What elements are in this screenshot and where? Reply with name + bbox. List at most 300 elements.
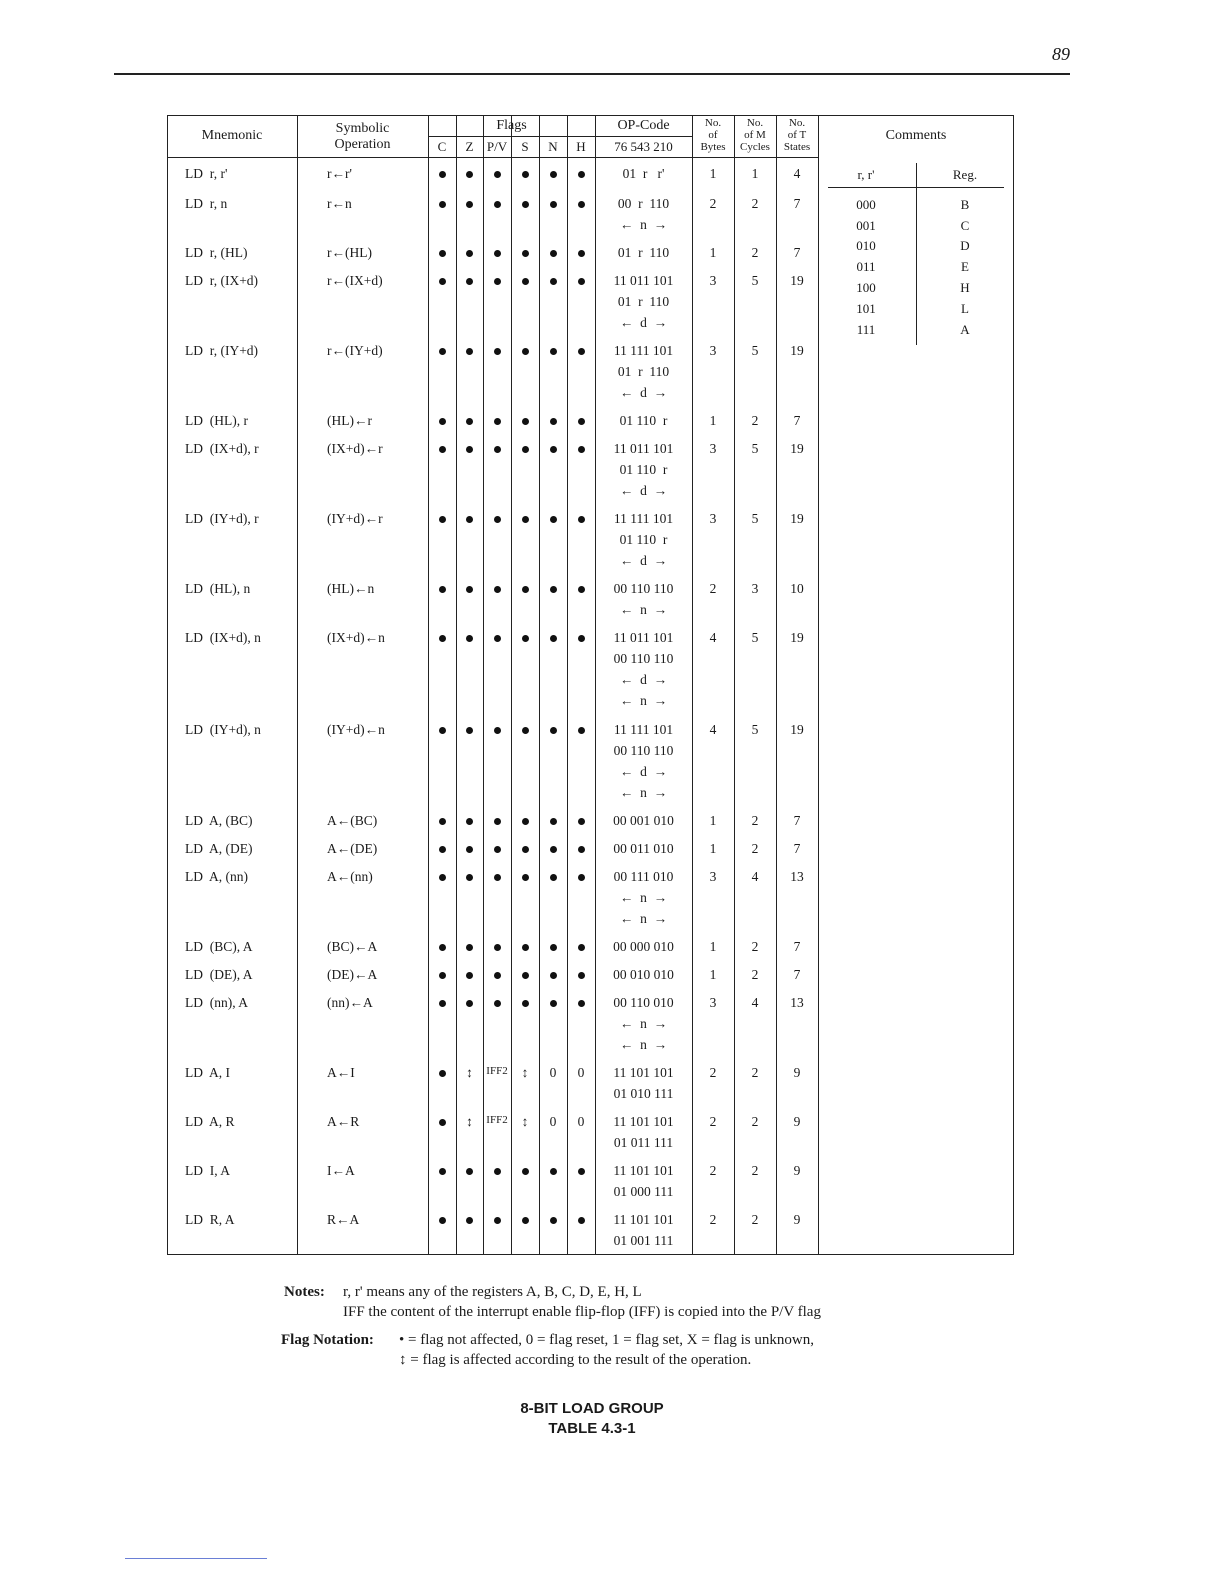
row-cycles: 2 [751, 939, 759, 954]
row-cycles: 2 [751, 245, 759, 260]
header-opcode: OP-Code [617, 118, 670, 133]
flag-value: ↕ [521, 1065, 529, 1080]
row-bytes: 2 [709, 581, 717, 596]
flag-value: 0 [577, 1065, 585, 1080]
row-mnemonic: LD r, (IY+d) [185, 343, 259, 358]
flag-not-affected-icon [494, 1168, 501, 1175]
opcode-line: 11 011 101 [613, 630, 674, 645]
flag-notation-label: Flag Notation: [281, 1332, 374, 1348]
flag-not-affected-icon [550, 1000, 557, 1007]
flag-not-affected-icon [550, 1217, 557, 1224]
row-cycles: 2 [751, 1114, 759, 1129]
register-name: A [960, 322, 970, 337]
flag-not-affected-icon [522, 348, 529, 355]
flag-not-affected-icon [439, 516, 446, 523]
row-mnemonic: LD (nn), A [185, 995, 248, 1010]
row-cycles: 5 [751, 343, 759, 358]
flag-not-affected-icon [439, 846, 446, 853]
row-states: 19 [790, 630, 804, 645]
flag-not-affected-icon [494, 348, 501, 355]
row-operation: (HL)←r [327, 413, 372, 428]
flag-value: 0 [577, 1114, 585, 1129]
row-bytes: 2 [709, 1212, 717, 1227]
flag-not-affected-icon [494, 418, 501, 425]
row-bytes: 3 [709, 995, 717, 1010]
flag-not-affected-icon [466, 1000, 473, 1007]
flag-not-affected-icon [494, 1217, 501, 1224]
row-cycles: 5 [751, 441, 759, 456]
column-divider [297, 115, 298, 1255]
opcode-line: ← n → [619, 890, 668, 905]
register-code: 000 [856, 197, 876, 212]
opcode-line: ← d → [619, 764, 668, 779]
row-mnemonic: LD r, r' [185, 166, 228, 181]
flag-not-affected-icon [466, 278, 473, 285]
opcode-line: 00 111 010 [613, 869, 674, 884]
flag-not-affected-icon [466, 635, 473, 642]
opcode-line: ← n → [619, 693, 668, 708]
row-operation: (DE)←A [327, 967, 378, 982]
flag-not-affected-icon [466, 1217, 473, 1224]
page-number: 89 [1052, 44, 1070, 64]
flag-not-affected-icon [550, 201, 557, 208]
opcode-line: ← d → [619, 385, 668, 400]
flag-value: ↕ [521, 1114, 529, 1129]
row-cycles: 2 [751, 1065, 759, 1080]
row-bytes: 2 [709, 1163, 717, 1178]
flag-not-affected-icon [439, 446, 446, 453]
flag-not-affected-icon [550, 635, 557, 642]
row-states: 9 [793, 1114, 801, 1129]
opcode-line: 01 r 110 [617, 364, 670, 379]
opcode-line: ← n → [619, 1037, 668, 1052]
row-operation: r←r' [327, 166, 352, 181]
row-mnemonic: LD (DE), A [185, 967, 253, 982]
opcode-line: 00 010 010 [613, 967, 674, 982]
flag-not-affected-icon [466, 1168, 473, 1175]
flag-not-affected-icon [578, 171, 585, 178]
flag-not-affected-icon [494, 1000, 501, 1007]
flag-not-affected-icon [466, 818, 473, 825]
row-cycles: 5 [751, 722, 759, 737]
row-operation: A←I [327, 1065, 355, 1080]
row-cycles: 2 [751, 841, 759, 856]
row-mnemonic: LD r, n [185, 196, 228, 211]
row-mnemonic: LD A, (BC) [185, 813, 253, 828]
opcode-line: 11 011 101 [613, 441, 674, 456]
flag-not-affected-icon [439, 972, 446, 979]
column-divider [818, 115, 819, 1255]
row-operation: r←(HL) [327, 245, 372, 260]
header-states: No. [788, 117, 806, 129]
opcode-line: 00 110 110 [613, 651, 674, 666]
opcode-line: ← n → [619, 1016, 668, 1031]
header-bytes: Bytes [700, 141, 726, 153]
flag-not-affected-icon [466, 250, 473, 257]
flag-not-affected-icon [494, 727, 501, 734]
flag-not-affected-icon [578, 1000, 585, 1007]
row-states: 9 [793, 1065, 801, 1080]
flag-not-affected-icon [578, 944, 585, 951]
header-flag-col: Z [465, 139, 474, 154]
flag-not-affected-icon [578, 278, 585, 285]
opcode-line: ← d → [619, 553, 668, 568]
opcode-line: ← n → [619, 602, 668, 617]
row-bytes: 2 [709, 1065, 717, 1080]
row-bytes: 3 [709, 343, 717, 358]
header-opcode-bits: 76 543 210 [614, 139, 673, 154]
register-code: 100 [856, 280, 876, 295]
flag-not-affected-icon [578, 846, 585, 853]
register-name: L [961, 301, 969, 316]
flag-not-affected-icon [550, 846, 557, 853]
flag-not-affected-icon [522, 1168, 529, 1175]
row-states: 7 [793, 196, 801, 211]
opcode-line: 01 000 111 [613, 1184, 674, 1199]
row-operation: (BC)←A [327, 939, 378, 954]
row-bytes: 2 [709, 196, 717, 211]
row-states: 4 [793, 166, 801, 181]
row-bytes: 1 [709, 967, 717, 982]
flag-not-affected-icon [522, 1217, 529, 1224]
register-name: C [960, 218, 970, 233]
flag-not-affected-icon [550, 818, 557, 825]
opcode-line: 00 r 110 [617, 196, 670, 211]
row-operation: A←R [327, 1114, 360, 1129]
row-states: 19 [790, 441, 804, 456]
header-mnemonic: Mnemonic [201, 128, 263, 143]
header-flag-col: S [521, 139, 529, 154]
row-operation: (HL)←n [327, 581, 375, 596]
flag-not-affected-icon [466, 201, 473, 208]
opcode-line: ← d → [619, 672, 668, 687]
flag-not-affected-icon [466, 516, 473, 523]
header-flag-col: N [548, 139, 558, 154]
flag-not-affected-icon [522, 727, 529, 734]
row-operation: r←(IX+d) [327, 273, 383, 288]
row-states: 9 [793, 1212, 801, 1227]
flag-not-affected-icon [522, 635, 529, 642]
header-rule [114, 73, 1070, 75]
flag-value: IFF2 [486, 1065, 508, 1077]
flag-not-affected-icon [466, 727, 473, 734]
row-states: 7 [793, 413, 801, 428]
row-mnemonic: LD (IX+d), n [185, 630, 261, 645]
flag-not-affected-icon [578, 635, 585, 642]
header-bytes: No. [704, 117, 722, 129]
column-divider [567, 115, 568, 1255]
flag-not-affected-icon [494, 972, 501, 979]
flag-not-affected-icon [466, 418, 473, 425]
row-mnemonic: LD A, R [185, 1114, 235, 1129]
flag-not-affected-icon [494, 201, 501, 208]
flag-not-affected-icon [522, 818, 529, 825]
flag-not-affected-icon [578, 818, 585, 825]
notes-line-2: IFF the content of the interrupt enable flip-flop (IFF) is copied into the P/V flag [343, 1304, 821, 1320]
header-states: of T [787, 129, 807, 141]
opcode-header-divider [595, 136, 692, 137]
flag-not-affected-icon [439, 1119, 446, 1126]
opcode-line: 01 r r' [622, 166, 665, 181]
row-cycles: 4 [751, 869, 759, 884]
flag-not-affected-icon [494, 635, 501, 642]
flag-not-affected-icon [578, 446, 585, 453]
row-operation: r←(IY+d) [327, 343, 383, 358]
flag-not-affected-icon [439, 348, 446, 355]
header-cycles: No. [746, 117, 764, 129]
flag-not-affected-icon [439, 171, 446, 178]
flag-not-affected-icon [522, 201, 529, 208]
flag-value: IFF2 [486, 1114, 508, 1126]
row-operation: A←(BC) [327, 813, 378, 828]
flag-not-affected-icon [439, 250, 446, 257]
row-operation: (IY+d)←r [327, 511, 383, 526]
row-bytes: 1 [709, 813, 717, 828]
header-states: States [783, 141, 811, 153]
row-operation: r←n [327, 196, 352, 211]
opcode-line: 11 011 101 [613, 273, 674, 288]
opcode-line: ← d → [619, 315, 668, 330]
flag-not-affected-icon [466, 171, 473, 178]
register-code: 111 [856, 322, 876, 337]
flag-not-affected-icon [578, 972, 585, 979]
flag-notation-line-1: • = flag not affected, 0 = flag reset, 1 = flag set, X = flag is unknown, [399, 1332, 814, 1348]
row-bytes: 1 [709, 245, 717, 260]
flag-not-affected-icon [494, 874, 501, 881]
flag-not-affected-icon [522, 586, 529, 593]
row-states: 19 [790, 273, 804, 288]
flag-not-affected-icon [494, 516, 501, 523]
row-cycles: 2 [751, 196, 759, 211]
flag-not-affected-icon [466, 586, 473, 593]
flag-not-affected-icon [550, 446, 557, 453]
flag-not-affected-icon [494, 250, 501, 257]
flag-value: ↕ [466, 1114, 473, 1129]
column-divider [483, 115, 484, 1255]
row-operation: R←A [327, 1212, 360, 1227]
row-bytes: 1 [709, 166, 717, 181]
row-operation: (nn)←A [327, 995, 373, 1010]
row-cycles: 1 [751, 166, 759, 181]
row-mnemonic: LD I, A [185, 1163, 230, 1178]
opcode-line: 00 001 010 [613, 813, 674, 828]
notes-label: Notes: [284, 1284, 325, 1300]
opcode-line: ← n → [619, 785, 668, 800]
opcode-line: 00 011 010 [613, 841, 674, 856]
header-bytes: of [708, 129, 718, 141]
row-bytes: 3 [709, 273, 717, 288]
flag-not-affected-icon [550, 874, 557, 881]
row-operation: I←A [327, 1163, 355, 1178]
flag-not-affected-icon [439, 1168, 446, 1175]
register-name: H [960, 280, 970, 295]
row-operation: A←(nn) [327, 869, 373, 884]
opcode-line: 11 111 101 [613, 511, 674, 526]
flag-not-affected-icon [494, 944, 501, 951]
row-bytes: 3 [709, 869, 717, 884]
row-bytes: 4 [709, 722, 717, 737]
opcode-line: 00 110 110 [613, 581, 674, 596]
flag-not-affected-icon [494, 586, 501, 593]
flag-not-affected-icon [578, 201, 585, 208]
flag-value: 0 [549, 1065, 557, 1080]
row-states: 9 [793, 1163, 801, 1178]
notes-line-1: r, r' means any of the registers A, B, C, D, E, H, L [343, 1284, 642, 1300]
opcode-line: 01 010 111 [613, 1086, 674, 1101]
opcode-line: 11 111 101 [613, 722, 674, 737]
row-mnemonic: LD (IY+d), r [185, 511, 259, 526]
flag-notation-line-2: ↕ = flag is affected according to the result of the operation. [399, 1352, 752, 1368]
row-states: 13 [790, 869, 804, 884]
flag-not-affected-icon [494, 171, 501, 178]
header-flags: Flags [496, 118, 527, 133]
register-code: 001 [856, 218, 876, 233]
header-symbolic-1: Symbolic [335, 121, 390, 136]
row-operation: (IX+d)←n [327, 630, 385, 645]
column-divider [539, 115, 540, 1255]
flag-not-affected-icon [522, 250, 529, 257]
row-bytes: 3 [709, 441, 717, 456]
header-flag-col: P/V [486, 139, 508, 154]
opcode-line: 00 110 010 [613, 995, 674, 1010]
flag-not-affected-icon [439, 944, 446, 951]
row-cycles: 5 [751, 511, 759, 526]
flag-not-affected-icon [522, 418, 529, 425]
flag-not-affected-icon [439, 201, 446, 208]
row-mnemonic: LD A, (nn) [185, 869, 248, 884]
flag-not-affected-icon [466, 446, 473, 453]
opcode-line: 01 r 110 [617, 245, 670, 260]
row-states: 19 [790, 511, 804, 526]
row-operation: (IX+d)←r [327, 441, 383, 456]
row-bytes: 1 [709, 939, 717, 954]
row-mnemonic: LD A, (DE) [185, 841, 253, 856]
opcode-line: ← d → [619, 483, 668, 498]
caption-table-number: TABLE 4.3-1 [548, 1420, 636, 1437]
column-divider [456, 115, 457, 1255]
row-cycles: 2 [751, 1212, 759, 1227]
flag-not-affected-icon [550, 418, 557, 425]
opcode-line: 01 110 r [619, 413, 668, 428]
flag-not-affected-icon [522, 874, 529, 881]
flag-not-affected-icon [439, 635, 446, 642]
flag-not-affected-icon [578, 418, 585, 425]
flag-not-affected-icon [466, 972, 473, 979]
register-name: E [961, 259, 969, 274]
row-states: 7 [793, 939, 801, 954]
flag-not-affected-icon [578, 727, 585, 734]
row-cycles: 3 [751, 581, 759, 596]
column-divider [428, 115, 429, 1255]
flag-not-affected-icon [550, 1168, 557, 1175]
flag-not-affected-icon [522, 446, 529, 453]
flag-not-affected-icon [494, 278, 501, 285]
flag-not-affected-icon [466, 348, 473, 355]
flag-not-affected-icon [578, 348, 585, 355]
header-bottom-divider [167, 157, 818, 158]
row-states: 7 [793, 245, 801, 260]
flag-not-affected-icon [522, 846, 529, 853]
flag-not-affected-icon [439, 586, 446, 593]
flag-not-affected-icon [439, 278, 446, 285]
flag-not-affected-icon [494, 446, 501, 453]
flag-value: 0 [549, 1114, 557, 1129]
flag-value: ↕ [466, 1065, 473, 1080]
register-divider [916, 163, 917, 345]
flag-not-affected-icon [578, 874, 585, 881]
opcode-line: 00 110 110 [613, 743, 674, 758]
row-cycles: 5 [751, 630, 759, 645]
row-mnemonic: LD (HL), r [185, 413, 248, 428]
row-states: 7 [793, 813, 801, 828]
opcode-line: 11 101 101 [613, 1114, 674, 1129]
header-cycles: Cycles [740, 141, 770, 153]
flag-not-affected-icon [522, 1000, 529, 1007]
opcode-line: 11 111 101 [613, 343, 674, 358]
flag-not-affected-icon [550, 278, 557, 285]
opcode-line: ← n → [619, 911, 668, 926]
opcode-line: 01 110 r [619, 532, 668, 547]
register-header-code: r, r' [857, 167, 875, 182]
flag-not-affected-icon [550, 516, 557, 523]
flag-not-affected-icon [439, 818, 446, 825]
row-operation: (IY+d)←n [327, 722, 385, 737]
flag-not-affected-icon [494, 846, 501, 853]
flag-not-affected-icon [550, 727, 557, 734]
row-cycles: 4 [751, 995, 759, 1010]
row-states: 19 [790, 722, 804, 737]
row-bytes: 1 [709, 413, 717, 428]
row-cycles: 2 [751, 967, 759, 982]
row-bytes: 4 [709, 630, 717, 645]
opcode-line: 11 101 101 [613, 1065, 674, 1080]
row-cycles: 2 [751, 813, 759, 828]
row-mnemonic: LD (BC), A [185, 939, 253, 954]
row-bytes: 1 [709, 841, 717, 856]
flag-not-affected-icon [578, 250, 585, 257]
header-cycles: of M [744, 129, 766, 141]
opcode-line: 01 110 r [619, 462, 668, 477]
header-flag-col: H [576, 139, 586, 154]
opcode-line: 01 r 110 [617, 294, 670, 309]
opcode-line: 01 011 111 [613, 1135, 674, 1150]
register-code: 011 [856, 259, 876, 274]
register-header-reg: Reg. [952, 167, 978, 182]
flag-not-affected-icon [439, 418, 446, 425]
row-mnemonic: LD (IY+d), n [185, 722, 261, 737]
link-underline [125, 1558, 267, 1559]
row-bytes: 3 [709, 511, 717, 526]
flag-not-affected-icon [578, 586, 585, 593]
flag-not-affected-icon [439, 1070, 446, 1077]
row-states: 10 [790, 581, 804, 596]
flag-not-affected-icon [439, 1217, 446, 1224]
register-code: 010 [856, 238, 876, 253]
row-mnemonic: LD (IX+d), r [185, 441, 259, 456]
opcode-line: ← n → [619, 217, 668, 232]
register-name: B [960, 197, 970, 212]
flag-not-affected-icon [522, 516, 529, 523]
column-divider [511, 115, 512, 1255]
row-mnemonic: LD r, (HL) [185, 245, 248, 260]
row-mnemonic: LD (HL), n [185, 581, 251, 596]
row-bytes: 2 [709, 1114, 717, 1129]
flag-not-affected-icon [522, 972, 529, 979]
row-states: 19 [790, 343, 804, 358]
flag-not-affected-icon [578, 1217, 585, 1224]
row-mnemonic: LD r, (IX+d) [185, 273, 259, 288]
opcode-line: 11 101 101 [613, 1212, 674, 1227]
